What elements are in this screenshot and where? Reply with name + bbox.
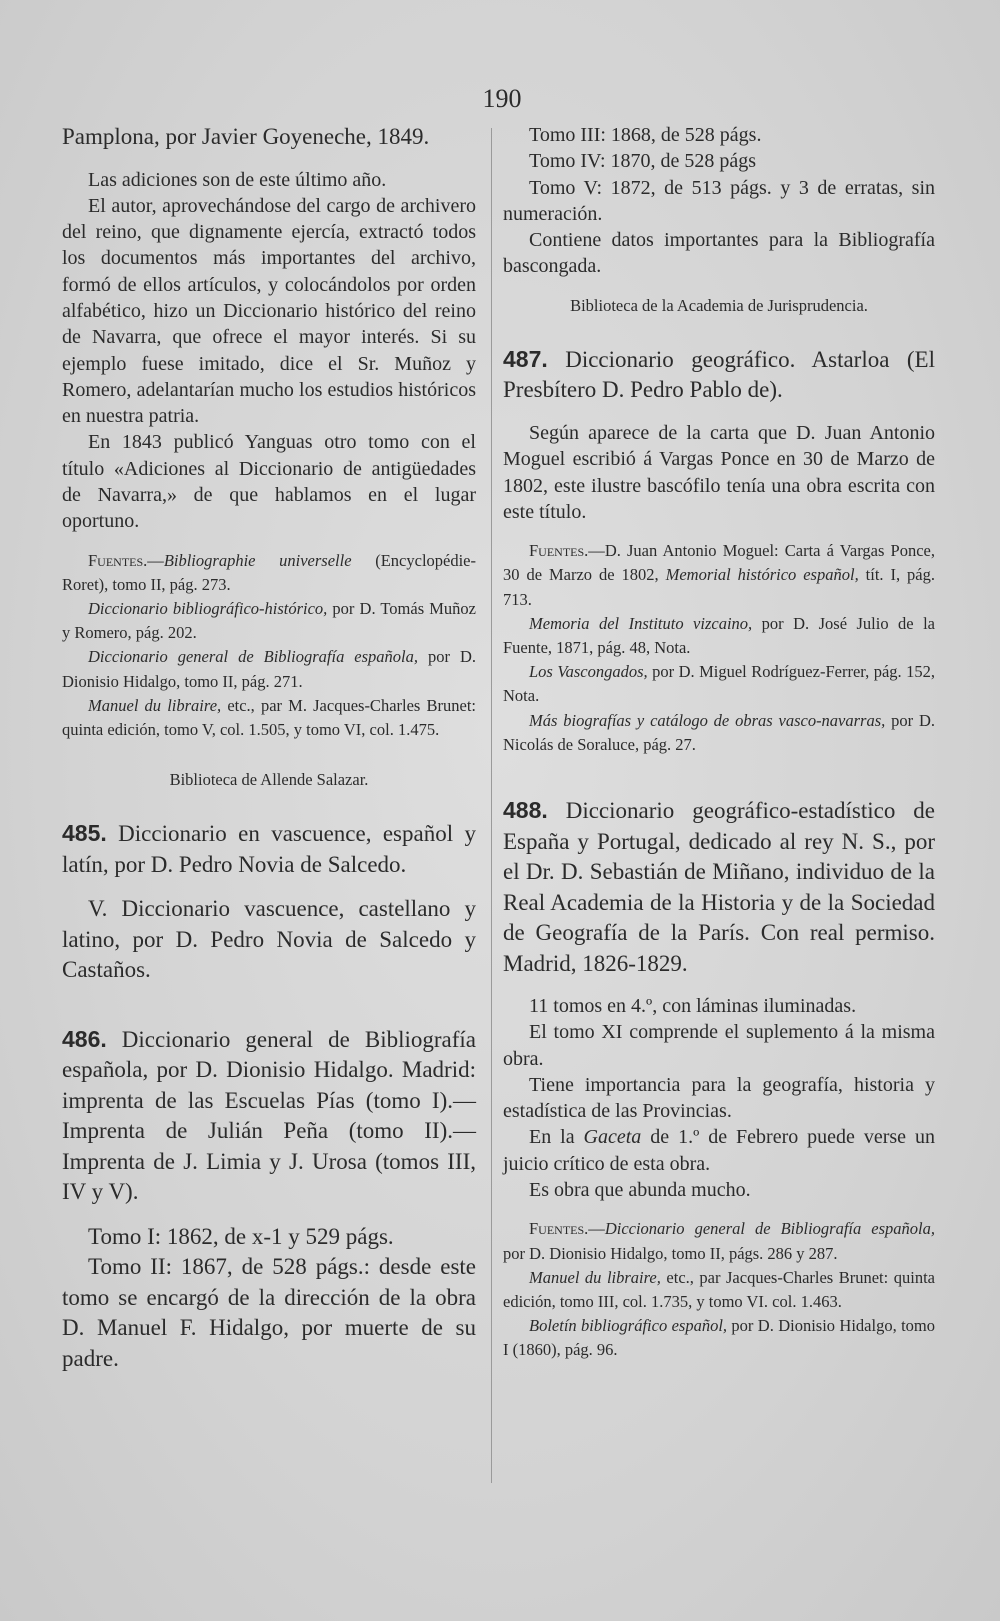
entry-number: 486. bbox=[62, 1025, 107, 1052]
source-item: Diccionario bibliográfico-histórico, por D. Tomás Muñoz y Romero, pág. 202. bbox=[62, 599, 476, 643]
paragraph: 11 tomos en 4.º, con láminas iluminadas. bbox=[529, 995, 857, 1017]
source-item: Más biografías y catálogo de obras vasco-navarras, por D. Nicolás de Soraluce, pág. 27. bbox=[503, 710, 935, 754]
entry-number: 488. bbox=[503, 797, 548, 823]
entry-487 bbox=[503, 344, 935, 406]
sources-label: Fuentes.— bbox=[529, 541, 605, 561]
volume-line: Tomo II: 1867, de 528 págs.: desde este tomo se encargó de la dirección de la obra D. Manuel F. Hidalgo, por muerte de su padre. bbox=[62, 1254, 476, 1371]
right-column bbox=[503, 122, 935, 1363]
volume-line: Tomo III: 1868, de 528 págs. bbox=[529, 124, 762, 146]
entry-486 bbox=[62, 1024, 476, 1208]
source-title: Bibliographie universelle bbox=[163, 550, 352, 570]
library-note: Biblioteca de Allende Salazar. bbox=[169, 770, 369, 790]
paragraph: En 1843 publicó Yanguas otro tomo con el título «Adiciones al Diccionario de antigüedades de Navarra,» de que hablamos en el lugar oportuno. bbox=[62, 431, 476, 533]
source-item: Manuel du libraire, etc., par M. Jacques-Charles Brunet: quinta edición, tomo V, col. 1.505, y tomo VI, col. 1.475. bbox=[62, 695, 476, 740]
page-number: 190 bbox=[482, 84, 522, 113]
paragraph: Es obra que abunda mucho. bbox=[529, 1179, 751, 1202]
left-column bbox=[62, 122, 476, 1374]
periodical-title: Gaceta bbox=[583, 1126, 642, 1149]
paragraph: Tiene importancia para la geografía, historia y estadística de las Provincias. bbox=[503, 1073, 935, 1123]
volume-line: Tomo IV: 1870, de 528 págs bbox=[529, 150, 757, 173]
source-item: Boletín bibliográfico español, por D. Dionisio Hidalgo, tomo I (1860), pág. 96. bbox=[503, 1316, 935, 1360]
source-title: Los Vascongados, bbox=[529, 662, 648, 682]
entry-title: Diccionario general de Bibliografía española, por D. Dionisio Hidalgo. Madrid: imprenta de las Escuelas Pías (tomo I).—Imprenta de Julián Peña (tomo II).—Imprenta de J. Limia y J. Urosa (tomos III, IV y V). bbox=[62, 1026, 476, 1205]
source-title: Diccionario general de Bibliografía española, bbox=[88, 647, 418, 667]
entry-title: Diccionario geográfico. Astarloa (El Presbítero D. Pedro Pablo de). bbox=[503, 346, 935, 403]
source-item: Fuentes.—Bibliographie universelle (Encyclopédie-Roret), tomo II, pág. 273. bbox=[62, 550, 476, 594]
entry-continuation: Pamplona, por Javier Goyeneche, 1849. bbox=[62, 124, 430, 149]
entry-number: 485. bbox=[62, 820, 107, 847]
entry-title: Diccionario geográfico-estadístico de España y Portugal, dedicado al rey N. S., por el Dr. D. Sebastián de Miñano, individuo de la Real Academia de la Historia y de la Sociedad de Geografía de la París. Con real permiso. Madrid, 1826-1829. bbox=[503, 798, 935, 976]
volume-line: Tomo V: 1872, de 513 págs. y 3 de erratas, sin numeración. bbox=[503, 176, 935, 225]
paragraph: Contiene datos importantes para la Bibliografía bascongada. bbox=[503, 229, 935, 278]
entry-485 bbox=[62, 818, 476, 880]
source-item: Manuel du libraire, etc., par Jacques-Charles Brunet: quinta edición, tomo III, col. 1.735, y tomo VI. col. 1.463. bbox=[503, 1267, 935, 1311]
volume-line: Tomo I: 1862, de x-1 y 529 págs. bbox=[88, 1223, 394, 1249]
source-title: Más biografías y catálogo de obras vasco-navarras, bbox=[529, 710, 886, 730]
source-title: Diccionario general de Bibliografía española, bbox=[604, 1219, 935, 1239]
cross-reference: V. Diccionario vascuence, castellano y latino, por D. Pedro Novia de Salcedo y Castaños. bbox=[62, 896, 476, 983]
source-item: Diccionario general de Bibliografía española, por D. Dionisio Hidalgo, tomo II, pág. 271. bbox=[62, 647, 476, 691]
source-title: Memoria del Instituto vizcaino, bbox=[529, 613, 753, 633]
source-item: Memoria del Instituto vizcaino, por D. José Julio de la Fuente, 1871, pág. 48, Nota. bbox=[503, 613, 935, 657]
paragraph: En la Gaceta de 1.º de Febrero puede verse un juicio crítico de esta obra. bbox=[503, 1126, 936, 1175]
source-item: Los Vascongados, por D. Miguel Rodríguez-Ferrer, pág. 152, Nota. bbox=[503, 662, 935, 706]
source-item: Fuentes.—D. Juan Antonio Moguel: Carta á Vargas Ponce, 30 de Marzo de 1802, Memorial histórico español, tít. I, pág. 713. bbox=[503, 541, 935, 609]
entry-title: Diccionario en vascuence, español y latín, por D. Pedro Novia de Salcedo. bbox=[62, 821, 476, 877]
sources-label: Fuentes.— bbox=[529, 1219, 605, 1239]
source-title: Manuel du libraire, bbox=[529, 1267, 661, 1287]
paragraph: Las adiciones son de este último año. bbox=[88, 168, 387, 191]
paragraph: El autor, aprovechándose del cargo de archivero del reino, que dignamente ejercía, extractó todos los documentos más importantes del archivo, formó de ellos artículos, y colocándolos por orden alfabético, hizo un Diccionario histórico del reino de Navarra, que ofrece el mayor interés. Si su ejemplo fuese imitado, dice el Sr. Muñoz y Romero, adelantarían mucho los estudios históricos en nuestra patria. bbox=[62, 194, 476, 428]
source-item: Fuentes.—Diccionario general de Bibliografía española, por D. Dionisio Hidalgo, tomo II, págs. 286 y 287. bbox=[503, 1219, 935, 1263]
source-title: Manuel du libraire, bbox=[88, 695, 222, 715]
entry-488 bbox=[503, 795, 935, 979]
sources-label: Fuentes.— bbox=[88, 550, 164, 570]
entry-number: 487. bbox=[503, 345, 548, 372]
paragraph: Según aparece de la carta que D. Juan Antonio Moguel escribió á Vargas Ponce en 30 de Marzo de 1802, este ilustre bascófilo tenía una obra escrita con este título. bbox=[503, 421, 935, 523]
paragraph: El tomo XI comprende el suplemento á la misma obra. bbox=[503, 1021, 935, 1070]
source-title: Boletín bibliográfico español, bbox=[529, 1316, 728, 1336]
source-title: Memorial histórico español, bbox=[665, 565, 859, 585]
column-divider bbox=[491, 128, 492, 1483]
source-title: Diccionario bibliográfico-histórico, bbox=[88, 599, 328, 619]
library-note: Biblioteca de la Academia de Jurisprudencia. bbox=[570, 295, 868, 315]
